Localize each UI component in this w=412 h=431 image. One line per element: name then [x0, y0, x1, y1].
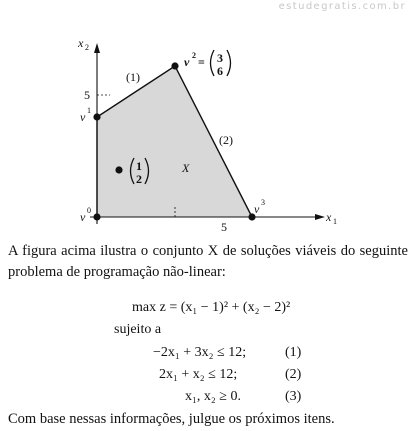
x2-axis-label: x [78, 36, 84, 50]
subject-to-label: sujeito a [114, 322, 162, 337]
x2-axis-arrow [94, 43, 100, 53]
v2-right-paren [227, 50, 231, 76]
v2-label: v [184, 55, 190, 69]
v2-vec-top: 3 [217, 51, 223, 65]
watermark: estudegratis.com.br [278, 1, 406, 12]
x1-axis-label: x [326, 210, 332, 224]
v0-label: v [80, 210, 86, 224]
x2-axis-sub: 2 [85, 43, 89, 52]
x1-axis-sub: 1 [333, 217, 337, 226]
v1-sup: 1 [87, 106, 91, 115]
tick-x-5: 5 [221, 220, 227, 234]
v2-left-paren [211, 50, 215, 76]
point-vec-top: 1 [136, 159, 142, 173]
vertex-v2 [171, 62, 178, 69]
region-label: X [182, 161, 190, 175]
v3-sup: 3 [261, 198, 265, 207]
v2-vec-bottom: 6 [217, 64, 223, 78]
v1-label: v [80, 110, 86, 124]
constraint-1-number: (1) [285, 345, 302, 360]
point-vec-bottom: 2 [136, 172, 142, 186]
constraint-3: x₁, x₂ ≥ 0. [185, 389, 241, 404]
v2-sup: 2 [192, 51, 196, 60]
constraint-2: 2x₁ + x₂ ≤ 12; [159, 367, 238, 382]
edge-2-label: (2) [219, 133, 233, 147]
tick-y-5: 5 [84, 88, 90, 102]
point-1-2 [115, 166, 122, 173]
constraint-3-number: (3) [285, 389, 302, 404]
vertex-v0 [93, 213, 100, 220]
vertex-v1 [93, 113, 100, 120]
constraint-2-number: (2) [285, 367, 302, 382]
edge-1-label: (1) [126, 70, 140, 84]
intro-paragraph: A figura acima ilustra o conjunto X de soluções viáveis do seguinte problema de programação não-linear: [8, 243, 408, 280]
closing-paragraph: Com base nessas informações, julgue os próximos itens. [8, 411, 335, 427]
constraint-1: −2x₁ + 3x₂ ≤ 12; [153, 345, 247, 360]
objective-function: max z = (x₁ − 1)² + (x₂ − 2)² [132, 300, 291, 315]
v3-label: v [254, 202, 260, 216]
v2-equals: = [198, 55, 205, 69]
x1-axis-arrow [315, 214, 325, 220]
v0-sup: 0 [87, 206, 91, 215]
